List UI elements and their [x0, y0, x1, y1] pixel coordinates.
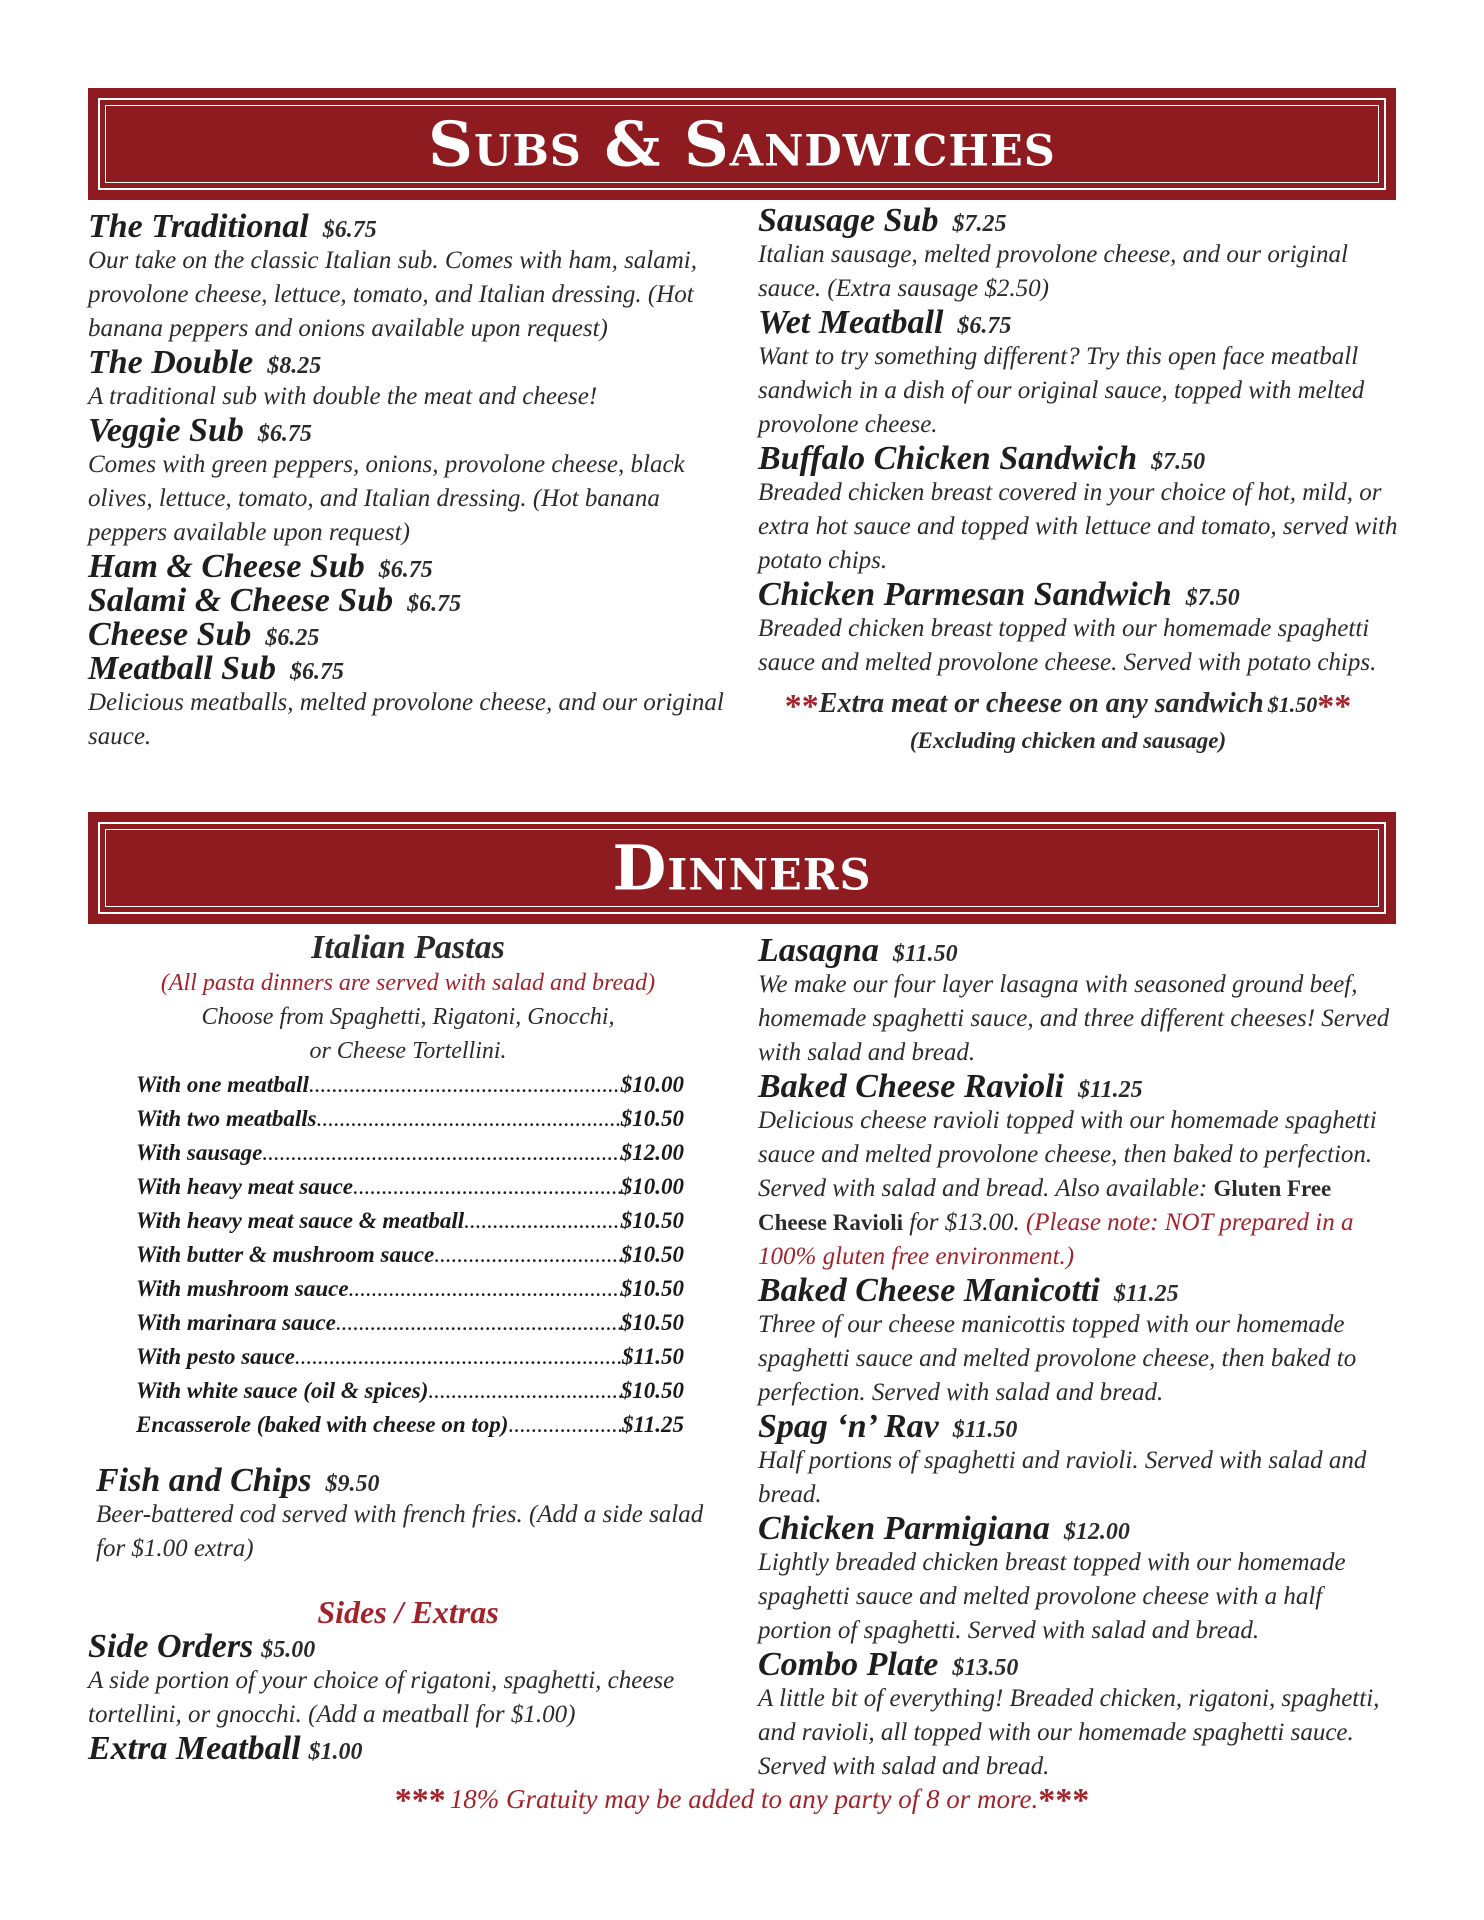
- pasta-row: With mushroom sauce ..... $10.50: [136, 1272, 684, 1306]
- extra-meat-note: [738, 688, 1398, 756]
- item-name: Sausage Sub: [758, 202, 939, 239]
- menu-item: [758, 442, 1398, 578]
- item-price: $6.75: [407, 591, 462, 617]
- item-price: $7.50: [1151, 449, 1206, 475]
- footer-text: 18% Gratuity may be added to any party of 8 or more.: [449, 1784, 1039, 1814]
- item-description: A little bit of everything! Breaded chicken, rigatoni, spaghetti, and ravioli, all topped with our homemade spaghetti sauce. Served with salad and bread.: [758, 1685, 1380, 1780]
- item-description: Breaded chicken breast topped with our homemade spaghetti sauce and melted provolone cheese. Served with potato chips.: [758, 615, 1377, 676]
- note-text: Extra meat or cheese on any sandwich: [818, 688, 1264, 719]
- item-name: Fish and Chips: [96, 1462, 312, 1499]
- note-stars-right: **: [1317, 688, 1352, 725]
- pasta-row: With heavy meat sauce ..... $10.00: [136, 1170, 684, 1204]
- menu-item: [758, 1512, 1398, 1648]
- item-name: Extra Meatball: [88, 1730, 301, 1767]
- pastas-choose: Choose from Spaghetti, Rigatoni, Gnocchi, or Cheese Tortellini.: [201, 1004, 615, 1064]
- item-price: $7.50: [1185, 585, 1240, 611]
- item-name: Side Orders: [88, 1628, 254, 1665]
- item-price: $13.50: [952, 1655, 1019, 1681]
- item-price: $6.75: [257, 421, 312, 447]
- sides-heading: Sides / Extras: [317, 1594, 499, 1630]
- item-name: Salami & Cheese Sub: [88, 582, 394, 619]
- menu-item: [88, 584, 728, 618]
- pastas-heading: Italian Pastas: [311, 929, 505, 966]
- item-name: Combo Plate: [758, 1646, 939, 1683]
- item-description: Half portions of spaghetti and ravioli. Served with salad and bread.: [758, 1447, 1367, 1508]
- item-name: Chicken Parmigiana: [758, 1510, 1050, 1547]
- item-price: $12.00: [1063, 1519, 1130, 1545]
- item-price: $9.50: [325, 1471, 380, 1497]
- item-description: Breaded chicken breast covered in your choice of hot, mild, or extra hot sauce and topped with lettuce and tomato, served with potato chips.: [758, 479, 1398, 574]
- item-name: Cheese Sub: [88, 616, 252, 653]
- item-price: $6.75: [322, 217, 377, 243]
- subs-right-column: [758, 204, 1398, 756]
- subs-left-column: [88, 210, 728, 754]
- item-name: Spag ‘n’ Rav: [758, 1408, 939, 1445]
- menu-item: [88, 210, 728, 346]
- item-name: Veggie Sub: [88, 412, 244, 449]
- item-name: Buffalo Chicken Sandwich: [758, 440, 1138, 477]
- item-description: Beer-battered cod served with french fries. (Add a side salad for $1.00 extra): [96, 1501, 704, 1562]
- menu-item: [758, 306, 1398, 442]
- pasta-row: With sausage ..... $12.00: [136, 1136, 684, 1170]
- item-name: The Double: [88, 344, 254, 381]
- item-price: $11.50: [952, 1417, 1018, 1443]
- item-description: Delicious cheese ravioli topped with our homemade spaghetti sauce and melted provolone cheese, then baked to perfection. Served with salad and bread. Also available: Gluten Free Cheese Ravioli for $13.00. (Please note: NOT prepared in a 100% gluten free environment.): [758, 1107, 1377, 1270]
- dinners-right-column: [758, 934, 1398, 1784]
- item-name: Wet Meatball: [758, 304, 944, 341]
- footer-stars-right: ***: [1038, 1782, 1090, 1819]
- pasta-row: With pesto sauce ..... $11.50: [136, 1340, 684, 1374]
- item-price: $6.75: [378, 557, 433, 583]
- pasta-row: With butter & mushroom sauce ..... $10.50: [136, 1238, 684, 1272]
- item-description: A side portion of your choice of rigatoni, spaghetti, cheese tortellini, or gnocchi. (Add a meatball for $1.00): [88, 1667, 675, 1728]
- dinners-title: Dinners: [612, 831, 872, 905]
- menu-item: [88, 414, 728, 550]
- item-name: The Traditional: [88, 208, 309, 245]
- item-price: $5.00: [261, 1637, 316, 1663]
- menu-item: [88, 550, 728, 584]
- item-description: Delicious meatballs, melted provolone cheese, and our original sauce.: [88, 689, 724, 750]
- menu-item: [96, 1464, 728, 1566]
- item-price: $6.75: [289, 659, 344, 685]
- item-price: $7.25: [952, 211, 1007, 237]
- note-stars-left: **: [784, 688, 819, 725]
- item-price: $6.25: [265, 625, 320, 651]
- pastas-note: (All pasta dinners are served with salad and bread): [160, 970, 656, 996]
- pasta-row: With one meatball ..... $10.00: [136, 1068, 684, 1102]
- item-description: Our take on the classic Italian sub. Comes with ham, salami, provolone cheese, lettuce, tomato, and Italian dressing. (Hot banana peppers and onions available upon request): [88, 247, 697, 342]
- item-name: Baked Cheese Manicotti: [758, 1272, 1100, 1309]
- item-price: $11.25: [1077, 1077, 1143, 1103]
- menu-item: [758, 934, 1398, 1070]
- item-name: Chicken Parmesan Sandwich: [758, 576, 1172, 613]
- dinners-banner: [88, 812, 1396, 924]
- item-price: $6.75: [957, 313, 1012, 339]
- item-description: Comes with green peppers, onions, provolone cheese, black olives, lettuce, tomato, and Italian dressing. (Hot banana peppers available upon request): [88, 451, 685, 546]
- item-name: Lasagna: [758, 932, 879, 969]
- menu-item: [88, 618, 728, 652]
- menu-item: [758, 1648, 1398, 1784]
- item-description: We make our four layer lasagna with seasoned ground beef, homemade spaghetti sauce, and three different cheeses! Served with salad and bread.: [758, 971, 1390, 1066]
- menu-item: [88, 1732, 728, 1766]
- item-price: $11.50: [892, 941, 958, 967]
- subs-banner: [88, 88, 1396, 200]
- menu-item: [758, 1070, 1398, 1274]
- footer-stars-left: ***: [394, 1782, 446, 1819]
- gluten-free-note: (Please note: NOT prepared in a 100% gluten free environment.): [758, 1209, 1354, 1270]
- pasta-row: With white sauce (oil & spices) ..... $10.50: [136, 1374, 684, 1408]
- pasta-row: With heavy meat sauce & meatball ..... $10.50: [136, 1204, 684, 1238]
- item-price: $8.25: [267, 353, 322, 379]
- note-price: $1.50: [1267, 692, 1318, 717]
- dinners-left-column: [88, 930, 728, 1766]
- pasta-row: With marinara sauce ..... $10.50: [136, 1306, 684, 1340]
- item-price: $11.25: [1113, 1281, 1179, 1307]
- subs-title: Subs & Sandwiches: [428, 107, 1056, 181]
- item-name: Meatball Sub: [88, 650, 276, 687]
- note-subtext: (Excluding chicken and sausage): [909, 728, 1227, 753]
- item-description: Lightly breaded chicken breast topped with our homemade spaghetti sauce and melted provolone cheese with a half portion of spaghetti. Served with salad and bread.: [758, 1549, 1346, 1644]
- gratuity-footer: [0, 1782, 1484, 1820]
- menu-item: [758, 1410, 1398, 1512]
- gluten-free-name: Gluten Free Cheese Ravioli: [758, 1176, 1332, 1235]
- item-name: Ham & Cheese Sub: [88, 548, 365, 585]
- menu-item: [88, 1630, 728, 1732]
- item-description: A traditional sub with double the meat and cheese!: [88, 383, 598, 410]
- menu-item: [88, 346, 728, 414]
- menu-item: [758, 1274, 1398, 1410]
- menu-item: [758, 578, 1398, 680]
- item-name: Baked Cheese Ravioli: [758, 1068, 1064, 1105]
- item-description: Three of our cheese manicottis topped with our homemade spaghetti sauce and melted provolone cheese, then baked to perfection. Served with salad and bread.: [758, 1311, 1357, 1406]
- menu-item: [88, 652, 728, 754]
- menu-item: [758, 204, 1398, 306]
- item-price: $1.00: [308, 1739, 363, 1765]
- pasta-row: Encasserole (baked with cheese on top) ..... $11.25: [136, 1408, 684, 1442]
- item-description: Italian sausage, melted provolone cheese, and our original sauce. (Extra sausage $2.50): [758, 241, 1348, 302]
- item-description: Want to try something different? Try this open face meatball sandwich in a dish of our original sauce, topped with melted provolone cheese.: [758, 343, 1365, 438]
- pasta-row: With two meatballs ..... $10.50: [136, 1102, 684, 1136]
- pasta-price-list: [136, 1068, 684, 1442]
